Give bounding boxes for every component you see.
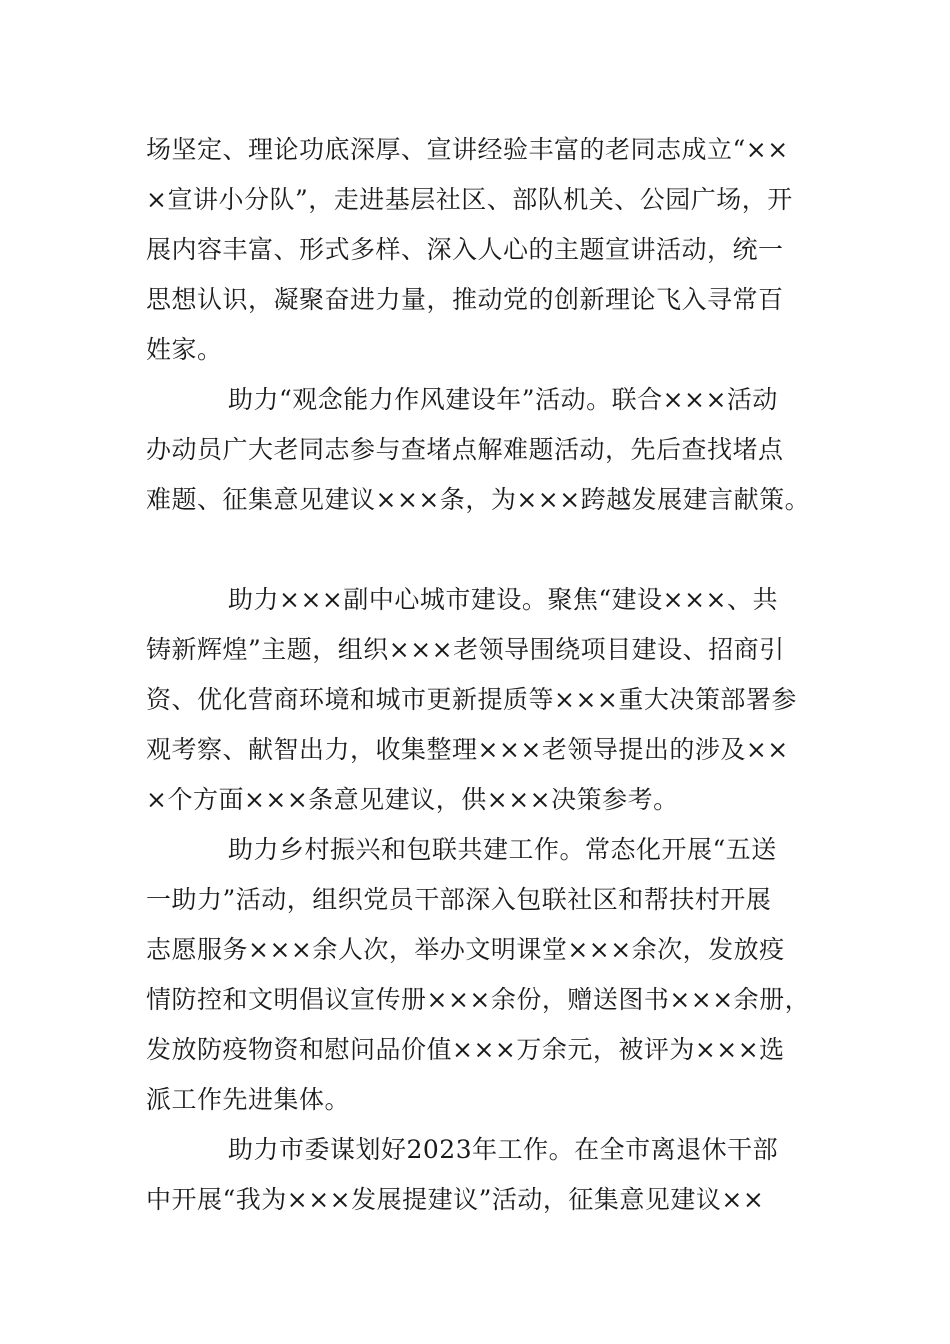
text-line: 铸新辉煌”主题，组织×××老领导围绕项目建设、招商引 (146, 635, 785, 664)
text-line: 难题、征集意见建议×××条，为×××跨越发展建言献策。 (146, 485, 811, 514)
paragraph-heading-line: 助力市委谋划好2023年工作。在全市离退休干部 (228, 1135, 779, 1164)
text-line: 中开展“我为×××发展提建议”活动，征集意见建议×× (146, 1185, 765, 1214)
paragraph-heading-line: 助力乡村振兴和包联共建工作。常态化开展“五送 (228, 835, 777, 864)
text-line: ×个方面×××条意见建议，供×××决策参考。 (146, 785, 679, 814)
text-line: 资、优化营商环境和城市更新提质等×××重大决策部署参 (146, 685, 797, 714)
text-line: 办动员广大老同志参与查堵点解难题活动，先后查找堵点 (146, 435, 784, 464)
text-line: 场坚定、理论功底深厚、宣讲经验丰富的老同志成立“×× (146, 135, 789, 164)
text-line: 展内容丰富、形式多样、深入人心的主题宣讲活动，统一 (146, 235, 784, 264)
text-line: 发放防疫物资和慰问品价值×××万余元，被评为×××选 (146, 1035, 785, 1064)
text-line: 派工作先进集体。 (146, 1085, 351, 1114)
text-line: 思想认识，凝聚奋进力量，推动党的创新理论飞入寻常百 (146, 285, 784, 314)
text-line: 一助力”活动，组织党员干部深入包联社区和帮扶村开展 (146, 885, 772, 914)
paragraph-heading-line: 助力“观念能力作风建设年”活动。联合×××活动 (228, 385, 778, 414)
text-line: 姓家。 (146, 335, 223, 364)
paragraph-heading-line: 助力×××副中心城市建设。聚焦“建设×××、共 (228, 585, 778, 614)
text-line: 志愿服务×××余人次，举办文明课堂×××余次，发放疫 (146, 935, 785, 964)
text-line: 情防控和文明倡议宣传册×××余份，赠送图书×××余册， (146, 985, 811, 1014)
text-line: 观考察、献智出力，收集整理×××老领导提出的涉及×× (146, 735, 789, 764)
text-line: ×宣讲小分队”，走进基层社区、部队机关、公园广场，开 (146, 185, 793, 214)
